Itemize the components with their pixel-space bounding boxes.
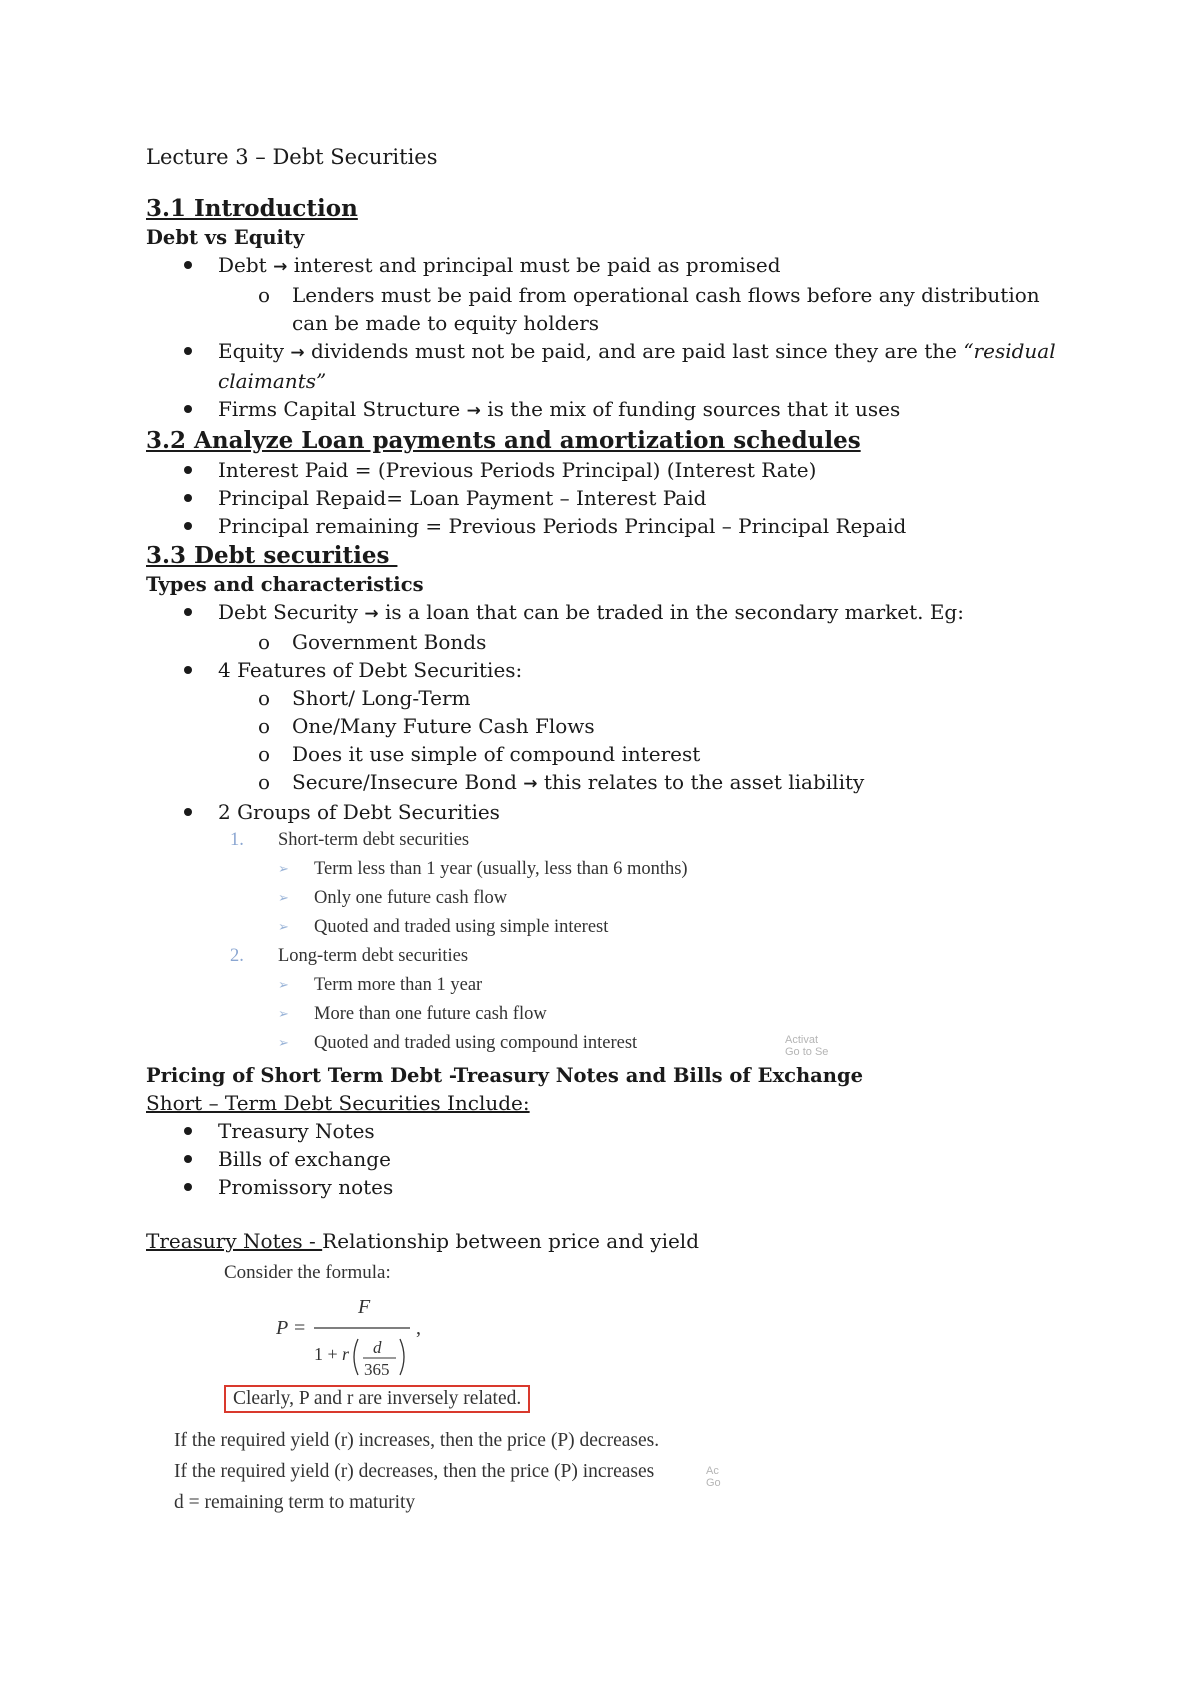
bullet-icon [184, 1127, 192, 1135]
circle-bullet-icon: o [258, 770, 271, 794]
list-item-features: 4 Features of Debt Securities: o Short/ Long-Term o One/Many Future Cash Flows o Does it use simple of compound interest o Secure/Insecure Bond → this relates to the asset liability [146, 656, 1076, 798]
list-item-secure-bond: o Secure/Insecure Bond → this relates to the asset liability [258, 770, 865, 794]
term-definition-line: d = remaining term to maturity [174, 1492, 416, 1513]
yield-increase-line: If the required yield (r) increases, then the price (P) decreases. [174, 1430, 660, 1451]
watermark-activate: Ac Go [706, 1465, 721, 1489]
formula-F: F [358, 1296, 371, 1318]
right-arrow-icon: → [273, 257, 288, 277]
numbered-item-long-term: 2. Long-term debt securities [230, 946, 469, 966]
price-formula [276, 1287, 496, 1379]
formula-comma: , [416, 1317, 421, 1339]
lecture-title: Lecture 3 – Debt Securities [146, 145, 438, 169]
sub-item: ➢ Term more than 1 year [230, 971, 1076, 1000]
yield-price-notes [174, 1425, 1076, 1518]
sub-item: ➢ Quoted and traded using compound interest [230, 1029, 1076, 1058]
sub-item: ➢ Only one future cash flow [230, 884, 1076, 913]
bullet-icon [184, 494, 192, 502]
list-item: o Does it use simple of compound interest [258, 742, 701, 766]
list-item-capital-structure: Firms Capital Structure → is the mix of funding sources that it uses [146, 395, 1076, 425]
circle-bullet-icon: o [258, 742, 271, 766]
list-item-lenders: o Lenders must be paid from operational cash flows before any distribution can be made to equity holders [258, 283, 1040, 335]
consider-label: Consider the formula: [224, 1262, 391, 1283]
list-3-3 [146, 598, 1076, 826]
arrow-bullet-icon: ➢ [278, 920, 289, 935]
circle-bullet-icon: o [258, 283, 271, 307]
formula-P: P [276, 1317, 289, 1339]
list-item: o One/Many Future Cash Flows [258, 714, 595, 738]
right-arrow-icon: → [523, 774, 538, 794]
sub-item: ➢ Term less than 1 year (usually, less than 6 months) [230, 855, 1076, 884]
bullet-icon [184, 261, 192, 269]
right-arrow-icon: → [290, 343, 305, 363]
numbered-item-short-term: 1. Short-term debt securities [230, 830, 470, 850]
list-item: Principal Repaid= Loan Payment – Interest Paid [146, 484, 1076, 512]
document-page [146, 145, 1076, 1518]
yield-decrease-line: If the required yield (r) decreases, then the price (P) increases [174, 1461, 655, 1482]
bullet-icon [184, 808, 192, 816]
list-item-debt-security: Debt Security → is a loan that can be traded in the secondary market. Eg: o Government Bonds [146, 598, 1076, 656]
list-item: Treasury Notes [146, 1117, 1076, 1145]
list-item: Promissory notes [146, 1173, 1076, 1201]
list-item: Bills of exchange [146, 1145, 1076, 1173]
heading-pricing: Pricing of Short Term Debt -Treasury Notes and Bills of Exchange [146, 1064, 863, 1087]
bullet-icon [184, 405, 192, 413]
watermark-activate: Activat Go to Se [785, 1034, 829, 1058]
list-short-term [146, 1117, 1076, 1201]
right-paren [400, 1339, 404, 1375]
residual-claimants-quote: “residual claimants” [218, 339, 1056, 393]
heading-3-1: 3.1 Introduction [146, 195, 358, 222]
bullet-icon [184, 522, 192, 530]
list-3-2 [146, 456, 1076, 540]
embedded-formula-slide [224, 1261, 1076, 1413]
list-item-equity: Equity → dividends must not be paid, and are paid last since they are the “residual claimants” [146, 337, 1076, 395]
formula-d: d [373, 1338, 382, 1357]
formula-r: r [342, 1344, 350, 1364]
circle-bullet-icon: o [258, 630, 271, 654]
subheading-debt-vs-equity: Debt vs Equity [146, 226, 305, 249]
list-item-debt: Debt → interest and principal must be paid as promised o Lenders must be paid from operational cash flows before any distribution can be made to equity holders [146, 251, 1076, 337]
formula-equals: = [294, 1317, 306, 1339]
right-arrow-icon: → [466, 401, 481, 421]
arrow-bullet-icon: ➢ [278, 891, 289, 906]
short-term-include-label: Short – Term Debt Securities Include: [146, 1091, 530, 1115]
list-3-1 [146, 251, 1076, 425]
circle-bullet-icon: o [258, 686, 271, 710]
embedded-slide-groups [230, 826, 1076, 1058]
circle-bullet-icon: o [258, 714, 271, 738]
bullet-icon [184, 1155, 192, 1163]
bullet-icon [184, 608, 192, 616]
list-item: Interest Paid = (Previous Periods Principal) (Interest Rate) [146, 456, 1076, 484]
list-item: o Short/ Long-Term [258, 686, 471, 710]
formula-one-plus: 1 + [314, 1344, 338, 1364]
bullet-icon [184, 347, 192, 355]
inverse-relation-box: Clearly, P and r are inversely related. [224, 1385, 530, 1413]
list-item-groups: 2 Groups of Debt Securities [146, 798, 1076, 826]
heading-3-3: 3.3 Debt securities [146, 542, 398, 569]
subheading-types: Types and characteristics [146, 573, 424, 596]
arrow-bullet-icon: ➢ [278, 862, 289, 877]
right-arrow-icon: → [364, 604, 379, 624]
sub-item: ➢ Quoted and traded using simple interest [230, 913, 1076, 942]
bullet-icon [184, 466, 192, 474]
bullet-icon [184, 666, 192, 674]
sub-item: ➢ More than one future cash flow [230, 1000, 1076, 1029]
list-item: Principal remaining = Previous Periods Principal – Principal Repaid [146, 512, 1076, 540]
left-paren [354, 1339, 358, 1375]
arrow-bullet-icon: ➢ [278, 1007, 289, 1022]
arrow-bullet-icon: ➢ [278, 1036, 289, 1051]
list-item-government-bonds: o Government Bonds [258, 630, 487, 654]
heading-3-2: 3.2 Analyze Loan payments and amortization schedules [146, 427, 861, 454]
formula-365: 365 [364, 1360, 390, 1379]
arrow-bullet-icon: ➢ [278, 978, 289, 993]
bullet-icon [184, 1183, 192, 1191]
treasury-notes-line: Treasury Notes - Relationship between price and yield [146, 1229, 699, 1253]
